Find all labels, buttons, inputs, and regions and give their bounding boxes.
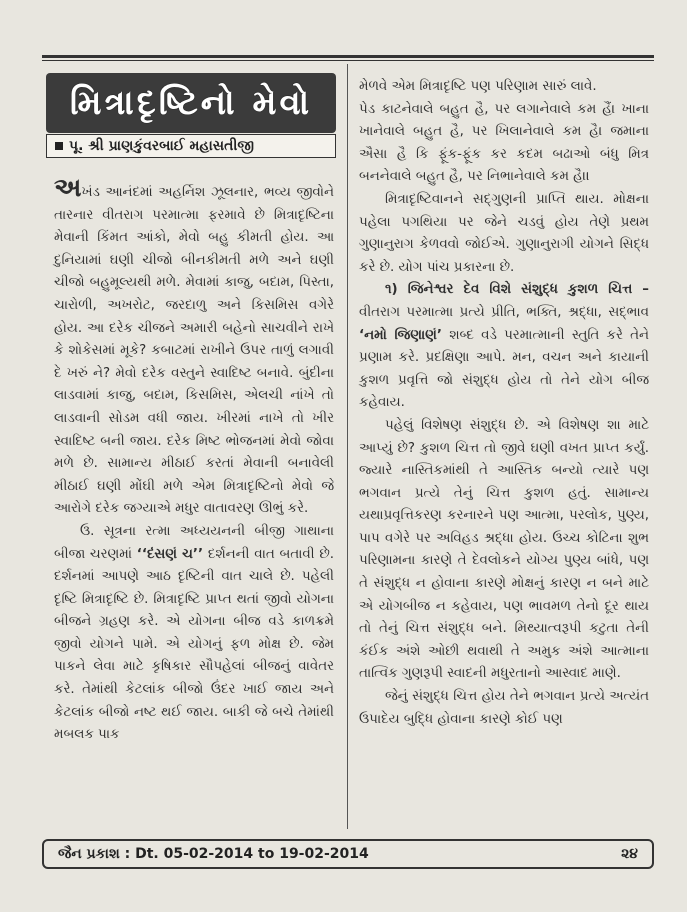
- sutra-quote: ‘‘દંસણં ચ’’: [136, 546, 204, 562]
- square-bullet-icon: [55, 142, 63, 150]
- article-title-banner: [46, 73, 336, 133]
- drop-cap: અ: [54, 173, 82, 203]
- publication-date: જૈન પ્રકાશ : Dt. 05-02-2014 to 19-02-2014: [58, 846, 369, 862]
- author-name: પૂ. શ્રી પ્રાણકુંવરબાઈ મહાસતીજી: [69, 138, 254, 154]
- right-column: [359, 76, 649, 731]
- paragraph-intro-text: ખંડ આનંદમાં અહર્નિશ ઝૂલનાર, ભવ્ય જીવોને તારનાર વીતરાગ પરમાત્મા ફરમાવે છે મિત્રાદૃષ્ટિના મેવાની કિંમત આંકો, મેવો બહુ કીમતી હોય. આ દુનિયામાં ઘણી ચીજો બીનકીમતી મળે અને ઘણી ચીજો બહુમૂલ્યથી મળે. મેવામાં કાજુ, બદામ, પિસ્તા, ચારોળી, અખરોટ, જરદાળુ અને કિસમિસ વગેરે હોય. આ દરેક ચીજને અમારી બહેનો સાચવીને રાખે કે શોકેસમાં મૂકે? કબાટમાં રાખીને ઉપર તાળું લગાવી દે ખરું ને? મેવો દરેક વસ્તુને સ્વાદિષ્ટ બનાવે. બુંદીના લાડવામાં કાજુ, બદામ, કિસમિસ, એલચી નાંખે તો લાડવાની સોડમ વધી જાય. ખીરમાં નાખે તો ખીર સ્વાદિષ્ટ બની જાય. દરેક મિષ્ટ ભોજનમાં મેવો જોવા મળે છે. સામાન્ય મીઠાઈ કરતાં મેવાની બનાવેલી મીઠાઈ ઘણી મોંઘી મળે એમ મિત્રાદૃષ્ટિનો મેવો જે આરોગે દરેક જગ્યાએ મધુર વાતાવરણ ઊભું કરે.: [54, 185, 334, 517]
- top-rule-thin: [42, 60, 654, 61]
- left-column: [54, 173, 334, 747]
- column-divider: [347, 64, 348, 829]
- namo-jinanam-phrase: ‘નમો જિણાણં’: [359, 327, 442, 343]
- paragraph-sutra: [54, 521, 334, 747]
- paragraph-continuation: મેળવે એમ મિત્રાદૃષ્ટિ પણ પરિણામ સારું લાવે.: [359, 79, 597, 94]
- top-rule-thick: [42, 55, 654, 58]
- yoga-one-text-b: શબ્દ વડે પરમાત્માની સ્તુતિ કરે તેને પ્રણામ કરે. પ્રદક્ષિણા આપે. મન, વચન અને કાયાની કુશળ પ્રવૃત્તિ જો સંશુદ્ધ હોય તો તેને યોગ બીજ કહેવાય.: [359, 327, 649, 411]
- hindi-verse: પેડ કાટનેવાલે બહુત હૈ, પર લગાનેવાલે કમ હૈં। ખાના ખાનેવાલે બહુત હૈ, પર ખિલાનેવાલે કમ હૈ। જમાના ઐસા હૈ કિ ફૂંક-ફૂંક કર કદમ બઢાઓ બંધુ મિત્ર બનનેવાલે બહુત હૈ, પર નિભાનેવાલે કમ હૈ।।: [359, 101, 649, 185]
- paragraph-virtues: મિત્રાદૃષ્ટિવાનને સદ્‌ગુણની પ્રાપ્તિ થાય. મોક્ષના પહેલા પગથિયા પર જેને ચડવું હોય તેણે પ્રથમ ગુણાનુરાગ કેળવવો જોઈએ. ગુણાનુરાગી યોગને સિદ્ધ કરે છે. યોગ પાંચ પ્રકારના છે.: [359, 191, 649, 275]
- paragraph-sutra-text-b: દર્શનની વાત બતાવી છે. દર્શનમાં આપણે આઠ દૃષ્ટિની વાત ચાલે છે. પહેલી દૃષ્ટિ મિત્રાદૃષ્ટિ છે. મિત્રાદૃષ્ટિ પ્રાપ્ત થતાં જીવો યોગના બીજને ગ્રહણ કરે. એ યોગના બીજ વડે કાળક્રમે જીવો યોગને પામે. એ યોગનું ફળ મોક્ષ છે. જેમ પાકને લેવા માટે કૃષિકાર સૌપહેલાં બીજનું વાવેતર કરે. તેમાંથી કેટલાંક બીજો ઉંદર ખાઈ જાય અને કેટલાંક બીજો નષ્ટ થઈ જાય. બાકી જે બચે તેમાંથી મબલક પાક: [54, 546, 334, 743]
- page-number: ૨૪: [621, 846, 638, 862]
- paragraph-yoga-one: [359, 279, 649, 415]
- page-footer: [42, 839, 654, 869]
- article-title: મિત્રાદૃષ્ટિનો મેવો: [69, 83, 313, 123]
- paragraph-final: જેનું સંશુદ્ધ ચિત્ત હોય તેને ભગવાન પ્રત્યે અત્યંત ઉપાદેય બુદ્ધિ હોવાના કારણે કોઈ પણ: [359, 689, 649, 727]
- paragraph-adjective: પહેલું વિશેષણ સંશુદ્ધ છે. એ વિશેષણ શા માટે આપ્યું છે? કુશળ ચિત્ત તો જીવે ઘણી વખત પ્રાપ્ત કર્યું. જ્યારે નાસ્તિકમાંથી તે આસ્તિક બન્યો ત્યારે પણ ભગવાન પ્રત્યે તેનું ચિત્ત કુશળ હતું. સામાન્ય યથાપ્રવૃત્તિકરણ કરનારને પણ આત્મા, પરલોક, પુણ્ય, પાપ વગેરે પર અવિહડ શ્રદ્ધા હોય. ઉચ્ચ કોટિના શુભ પરિણામના કારણે તે દેવલોકને યોગ્ય પુણ્ય બાંધે, પણ તે સંશુદ્ધ ન હોવાના કારણે મોક્ષનું કારણ ન બને માટે એ યોગબીજ ન કહેવાય, પણ ભાવમળ તેનો દૂર થાય તો તેનું ચિત્ત સંશુદ્ધ બને. મિથ્યાત્વરૂપી કટુતા તેની કંઈક અંશે ઓછી થવાથી તે અમુક અંશે આત્માના તાત્વિક ગુણરૂપી સ્વાદની મધુરતાનો આસ્વાદ માણે.: [359, 417, 649, 682]
- yoga-one-heading: ૧) જિનેશ્વર દેવ વિશે સંશુદ્ધ કુશળ ચિત્ત –: [385, 282, 649, 298]
- yoga-one-text-a: વીતરાગ પરમાત્મા પ્રત્યે પ્રીતિ, ભક્તિ, શ્રદ્ધા, સદ્‌ભાવ: [359, 304, 649, 320]
- paragraph-intro: [54, 173, 334, 521]
- author-byline: [46, 134, 336, 158]
- paragraph-sutra-text-a: ઉ. સૂત્રના રત્મા અધ્યયનની બીજી ગાથાના બીજા ચરણમાં: [54, 523, 334, 562]
